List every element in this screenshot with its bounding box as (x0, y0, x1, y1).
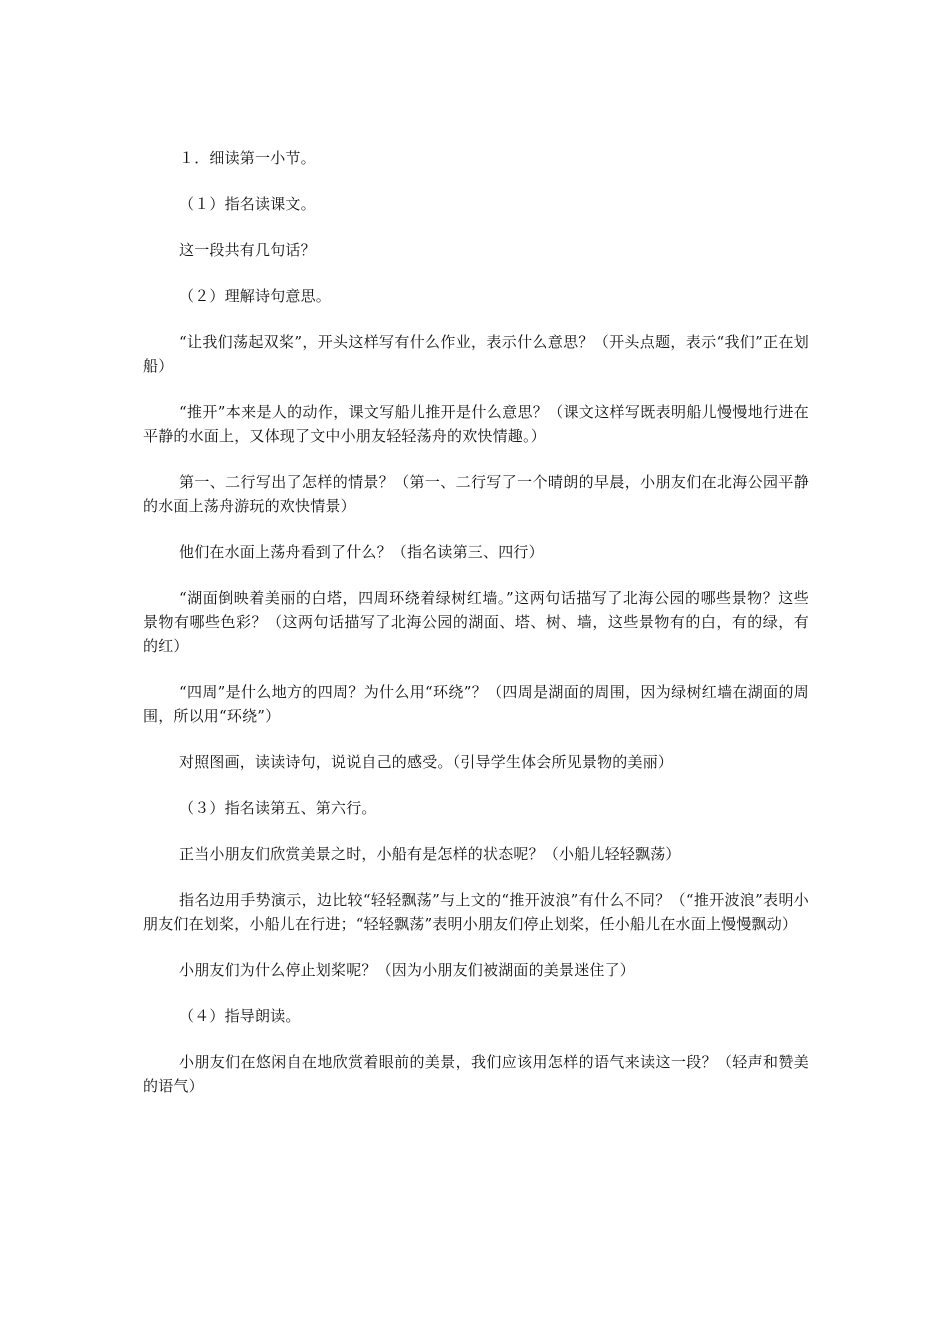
paragraph-step-1: （１）指名读课文。 (179, 195, 316, 213)
paragraph-question: 他们在水面上荡舟看到了什么？（指名读第三、四行） (179, 543, 544, 561)
paragraph-question: 小朋友们为什么停止划桨呢？（因为小朋友们被湖面的美景迷住了） (179, 961, 636, 979)
document-body (143, 146, 809, 1120)
paragraph-step-2: （２）理解诗句意思。 (179, 287, 332, 305)
paragraph-question: “湖面倒映着美丽的白塔，四周环绕着绿树红墙。”这两句话描写了北海公园的哪些景物？这些景物有哪些色彩？（这两句话描写了北海公园的湖面、塔、树、墙，这些景物有的白，有的绿，有的红） (143, 589, 809, 655)
paragraph-question: 指名边用手势演示，边比较“轻轻飘荡”与上文的“推开波浪”有什么不同？（“推开波浪”表明小朋友们在划桨，小船儿在行进；“轻轻飘荡”表明小朋友们停止划桨，任小船儿在水面上慢慢飘动） (143, 891, 809, 933)
paragraph-question: “四周”是什么地方的四周？为什么用“环绕”？（四周是湖面的周围，因为绿树红墙在湖面的周围，所以用“环绕”） (143, 683, 809, 725)
paragraph-step-3: （３）指名读第五、第六行。 (179, 799, 377, 817)
paragraph-question: 正当小朋友们欣赏美景之时，小船有是怎样的状态呢？（小船儿轻轻飘荡） (179, 845, 681, 863)
paragraph-section-heading: １．细读第一小节。 (179, 149, 316, 167)
paragraph-question: “让我们荡起双桨”，开头这样写有什么作业，表示什么意思？（开头点题，表示“我们”正在划船） (143, 333, 809, 375)
paragraph-step-4: （４）指导朗读。 (179, 1007, 301, 1025)
paragraph-question: “推开”本来是人的动作，课文写船儿推开是什么意思？（课文这样写既表明船儿慢慢地行进在平静的水面上，又体现了文中小朋友轻轻荡舟的欢快情趣。） (143, 403, 809, 445)
paragraph-instruction: 对照图画，读读诗句，说说自己的感受。（引导学生体会所见景物的美丽） (179, 753, 674, 771)
paragraph-question: 小朋友们在悠闲自在地欣赏着眼前的美景，我们应该用怎样的语气来读这一段？（轻声和赞美的语气） (143, 1053, 809, 1095)
paragraph-question: 第一、二行写出了怎样的情景？（第一、二行写了一个晴朗的早晨，小朋友们在北海公园平静的水面上荡舟游玩的欢快情景） (143, 473, 809, 515)
paragraph-question: 这一段共有几句话？ (179, 241, 316, 259)
